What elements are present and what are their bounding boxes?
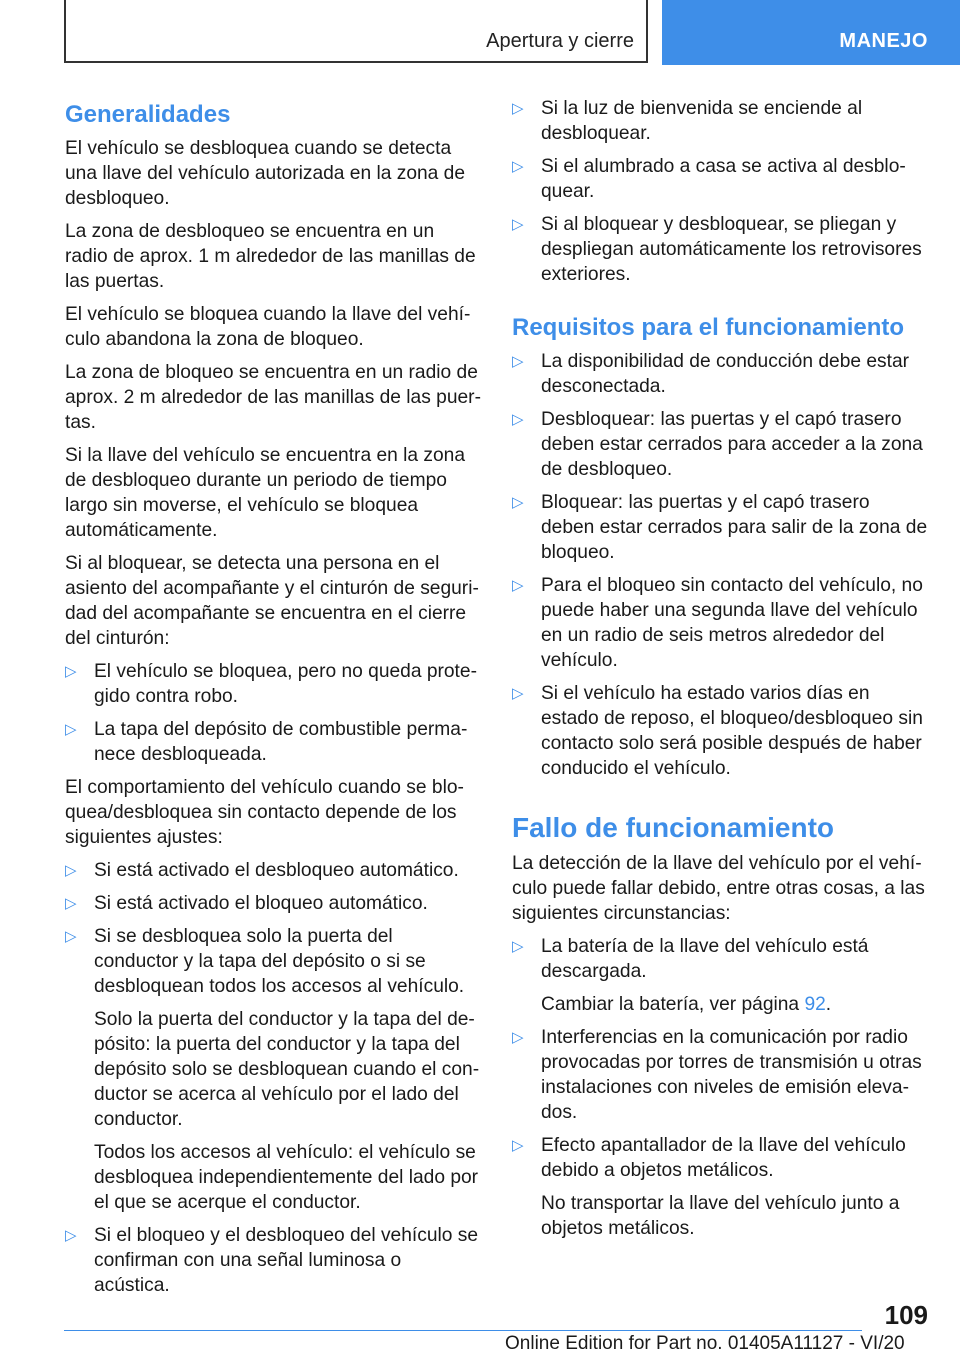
list-item-text: Si el vehículo ha estado varios días en estado de reposo, el bloqueo/desbloqueo sin contacto solo será posible después de haber conducido el vehículo.	[541, 683, 923, 779]
list-item	[65, 659, 481, 709]
list-item-text: Bloquear: las puertas y el capó trasero deben estar cerrados para salir de la zona de bloqueo.	[541, 492, 928, 563]
left-column	[65, 96, 481, 1306]
list-item	[512, 349, 928, 399]
list-item-text: Si la luz de bienvenida se enciende al desbloquear.	[541, 98, 863, 144]
list-item-text: Efecto apantallador de la llave del vehículo debido a objetos metálicos.	[541, 1135, 906, 1181]
section-title: Apertura y cierre	[486, 30, 634, 52]
bullet-triangle-icon: ▷	[512, 100, 524, 117]
paragraph: El comportamiento del vehículo cuando se bloquea/desbloquea sin contacto depende de los siguientes ajustes:	[65, 777, 464, 848]
bullet-triangle-icon: ▷	[65, 862, 77, 879]
bullet-triangle-icon: ▷	[512, 685, 524, 702]
header-section-box	[64, 0, 648, 63]
bullet-triangle-icon: ▷	[512, 494, 524, 511]
list-item-text: Si el bloqueo y el desbloqueo del vehículo se confirman con una señal luminosa o acústica.	[94, 1225, 479, 1296]
list-item-text: La disponibilidad de conducción debe estar desconectada.	[541, 351, 910, 397]
paragraph: La zona de bloqueo se encuentra en un radio de aprox. 2 m alrededor de las manillas de las puertas.	[65, 362, 481, 433]
list-item	[512, 212, 928, 287]
paragraph: Si al bloquear, se detecta una persona en el asiento del acompañante y el cinturón de seguridad del acompañante se encuentra en el cierre del cinturón:	[65, 553, 479, 649]
list-item-subparagraph: Solo la puerta del conductor y la tapa del depósito: la puerta del conductor y la tapa del depósito solo se desbloquean cuando el conductor se acerca al vehículo por el lado del conductor.	[94, 1009, 480, 1130]
bullet-triangle-icon: ▷	[65, 663, 77, 680]
paragraph: La zona de desbloqueo se encuentra en un radio de aprox. 1 m alrededor de las manillas de las puertas.	[65, 221, 476, 292]
list-item	[512, 1025, 928, 1125]
subparagraph-text: Cambiar la batería, ver página	[541, 994, 805, 1015]
chapter-title: MANEJO	[839, 30, 928, 52]
list-item-subparagraph: Todos los accesos al vehículo: el vehículo se desbloquea independientemente del lado por el que se acerque el conductor.	[94, 1142, 479, 1213]
heading-requisitos: Requisitos para el funcionamiento	[512, 314, 905, 341]
list-item	[512, 407, 928, 482]
paragraph: El vehículo se bloquea cuando la llave del vehículo abandona la zona de bloqueo.	[65, 304, 471, 350]
list-item-text: Desbloquear: las puertas y el capó trasero deben estar cerrados para acceder a la zona de desbloqueo.	[541, 409, 923, 480]
list-item	[512, 490, 928, 565]
bullet-triangle-icon: ▷	[512, 938, 524, 955]
bullet-triangle-icon: ▷	[512, 158, 524, 175]
paragraph: El vehículo se desbloquea cuando se detecta una llave del vehículo autorizada en la zona de desbloqueo.	[65, 138, 466, 209]
bullet-triangle-icon: ▷	[65, 928, 77, 945]
list-item	[512, 96, 928, 146]
bullet-triangle-icon: ▷	[512, 1029, 524, 1046]
list-item-text: El vehículo se bloquea, pero no queda protegido contra robo.	[94, 661, 477, 707]
list-item-subparagraph	[541, 992, 928, 1017]
list-item-text: Para el bloqueo sin contacto del vehículo, no puede haber una segunda llave del vehículo en un radio de seis metros alrededor del vehículo.	[541, 575, 923, 671]
heading-generalidades: Generalidades	[65, 101, 231, 128]
list-item	[512, 1133, 928, 1241]
list-item	[65, 858, 481, 883]
right-column	[512, 96, 928, 1249]
list-item-text: La batería de la llave del vehículo está descargada.	[541, 936, 869, 982]
list-item-text: Si está activado el desbloqueo automático.	[94, 860, 459, 881]
header-chapter-tab	[662, 0, 960, 65]
paragraph: La detección de la llave del vehículo por el vehículo puede fallar debido, entre otras cosas, a las siguientes circunstancias:	[512, 853, 925, 924]
list-item-text: Si se desbloquea solo la puerta del conductor y la tapa del depósito o si se desbloquean todos los accesos al vehículo.	[94, 926, 465, 997]
heading-fallo: Fallo de funcionamiento	[512, 812, 835, 843]
list-item	[65, 924, 481, 1215]
footer-divider	[64, 1330, 862, 1331]
bullet-triangle-icon: ▷	[512, 411, 524, 428]
footer-edition: Online Edition for Part no. 01405A11127 - VI/20	[505, 1333, 905, 1354]
bullet-triangle-icon: ▷	[65, 721, 77, 738]
bullet-triangle-icon: ▷	[65, 1227, 77, 1244]
paragraph: Si la llave del vehículo se encuentra en la zona de desbloqueo durante un periodo de tiempo largo sin moverse, el vehículo se bloquea automáticamente.	[65, 445, 465, 541]
subparagraph-end: .	[825, 994, 832, 1015]
bullet-triangle-icon: ▷	[65, 895, 77, 912]
list-item-text: Interferencias en la comunicación por radio provocadas por torres de transmisión u otras instalaciones con niveles de emisión elevados.	[541, 1027, 922, 1123]
list-item	[512, 154, 928, 204]
bullet-triangle-icon: ▷	[512, 353, 524, 370]
page-reference-link[interactable]: 92	[804, 994, 826, 1015]
bullet-triangle-icon: ▷	[512, 577, 524, 594]
list-item-subparagraph: No transportar la llave del vehículo junto a objetos metálicos.	[541, 1193, 900, 1239]
page-number: 109	[884, 1300, 928, 1330]
bullet-triangle-icon: ▷	[512, 216, 524, 233]
list-item-text: La tapa del depósito de combustible permanece desbloqueada.	[94, 719, 468, 765]
list-item-text: Si el alumbrado a casa se activa al desbloquear.	[541, 156, 906, 202]
list-item	[65, 891, 481, 916]
list-item	[65, 1223, 481, 1298]
bullet-triangle-icon: ▷	[512, 1137, 524, 1154]
list-item-text: Si al bloquear y desbloquear, se pliegan y despliegan automáticamente los retrovisores exteriores.	[541, 214, 922, 285]
list-item	[512, 681, 928, 781]
list-item-text: Si está activado el bloqueo automático.	[94, 893, 428, 914]
list-item	[512, 573, 928, 673]
list-item	[65, 717, 481, 767]
list-item	[512, 934, 928, 1017]
